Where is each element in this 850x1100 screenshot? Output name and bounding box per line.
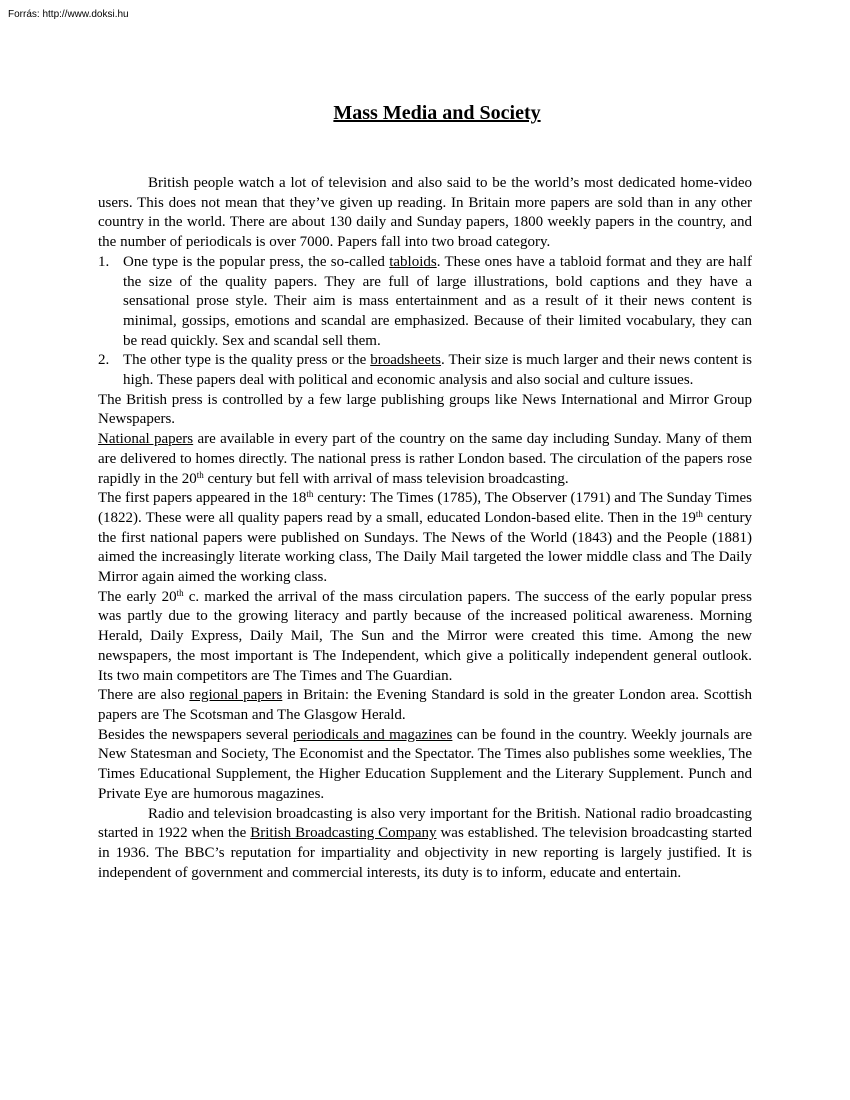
term-broadsheets: broadsheets	[370, 352, 442, 369]
ordinal-suffix: th	[695, 508, 703, 519]
broadcasting-paragraph	[98, 805, 752, 884]
paragraph-text: in Britain: the Evening Standard is sold in the greater London area. Scottish papers are The Scotsman and The Glasgow Herald.	[98, 687, 753, 723]
term-tabloids: tabloids	[389, 253, 437, 270]
source-note: Forrás: http://www.doksi.hu	[8, 9, 129, 20]
paragraph-text: century: The Times (1785), The Observer (1791) and The Sunday Times (1822). These were all quality papers read by a small, educated London-based elite. Then in the 19	[98, 490, 753, 526]
paragraph-text: The first papers appeared in the 18	[98, 490, 307, 507]
paragraph-text: are available in every part of the country on the same day including Sunday. Many of them are delivered to homes directly. The national press is rather London based. The circulation of the papers rose rapidly in the 20	[98, 431, 752, 487]
list-number: 2.	[98, 352, 110, 369]
paragraph-text: The early 20	[98, 588, 177, 605]
ordinal-suffix: th	[196, 469, 204, 480]
paragraph-text: can be found in the country. Weekly journals are New Statesman and Society, The Economist and the Spectator. The Times also publishes some weeklies, The Times Educational Supplement, the Higher Education Supplement and the Literary Supplement. Punch and Private Eye are humorous magazines.	[98, 726, 752, 802]
paragraph-text: c. marked the arrival of the mass circulation papers. The success of the early popular press was partly due to the growing literacy and partly because of the increased political awareness. Morning Herald, Daily Express, Daily Mail, The Sun and the Mirror were created this time. Among the new newspapers, the most important is The Independent, which give a politically independent general outlook. Its two main competitors are The Times and The Guardian.	[98, 588, 752, 684]
list-number: 1.	[98, 253, 110, 270]
list-item-broadsheets	[98, 351, 752, 390]
paragraph-text: Radio and television broadcasting is also very important for the British. National radio broadcasting started in 1922 when the	[98, 805, 752, 842]
periodicals-paragraph	[98, 726, 752, 805]
history-paragraph	[98, 489, 752, 588]
regional-papers-paragraph	[98, 686, 752, 725]
term-national-papers: National papers	[98, 431, 194, 448]
paragraph-text: was established. The television broadcasting started in 1936. The BBC’s reputation for impartiality and objectivity in new reporting is largely justified. It is independent of government and commercial interests, its duty is to inform, educate and entertain.	[98, 825, 752, 881]
list-text: The other type is the quality press or the	[123, 352, 371, 369]
list-text: . These ones have a tabloid format and they are half the size of the quality papers. They are full of large illustrations, bold captions and they have a sensational prose style. Their aim is mass entertainment and as a result of it their news content is minimal, gossips, emotions and scandal are emphasized. Because of their limited vocabulary, they can be read quickly. Sex and scandal sell them.	[123, 253, 752, 349]
term-periodicals-and-magazines: periodicals and magazines	[292, 726, 453, 743]
term-british-broadcasting-company: British Broadcasting Company	[250, 825, 437, 842]
intro-paragraph: British people watch a lot of television and also said to be the world’s most dedicated home-video users. This does not mean that they’ve given up reading. In Britain more papers are sold than in any other country in the world. There are about 130 daily and Sunday papers, 1800 weekly papers in the country, and the number of periodicals is over 7000. Papers fall into two broad category.	[98, 175, 752, 251]
term-regional-papers: regional papers	[189, 687, 283, 704]
press-types-list	[98, 253, 752, 391]
paragraph-text: century the first national papers were published on Sundays. The News of the World (1843) and the People (1881) aimed the increasingly literate working class, The Daily Mail targeted the lower middle class and The Daily Mirror again aimed the working class.	[98, 509, 752, 586]
list-item-tabloids	[98, 253, 752, 352]
mass-circulation-paragraph	[98, 588, 752, 687]
page-title: Mass Media and Society	[333, 102, 541, 124]
paragraph-text: Besides the newspapers several	[98, 726, 293, 743]
publishing-groups-paragraph: The British press is controlled by a few large publishing groups like News International and Mirror Group Newspapers.	[98, 391, 752, 428]
list-text: . Their size is much larger and their news content is high. These papers deal with political and economic analysis and also social and culture issues.	[123, 352, 752, 389]
paragraph-text: There are also	[98, 687, 190, 704]
ordinal-suffix: th	[306, 489, 314, 500]
paragraph-text: century but fell with arrival of mass television broadcasting.	[203, 470, 569, 487]
document-body	[98, 174, 752, 883]
national-papers-paragraph	[98, 430, 752, 489]
ordinal-suffix: th	[176, 587, 184, 598]
list-text: One type is the popular press, the so-called	[123, 253, 390, 270]
